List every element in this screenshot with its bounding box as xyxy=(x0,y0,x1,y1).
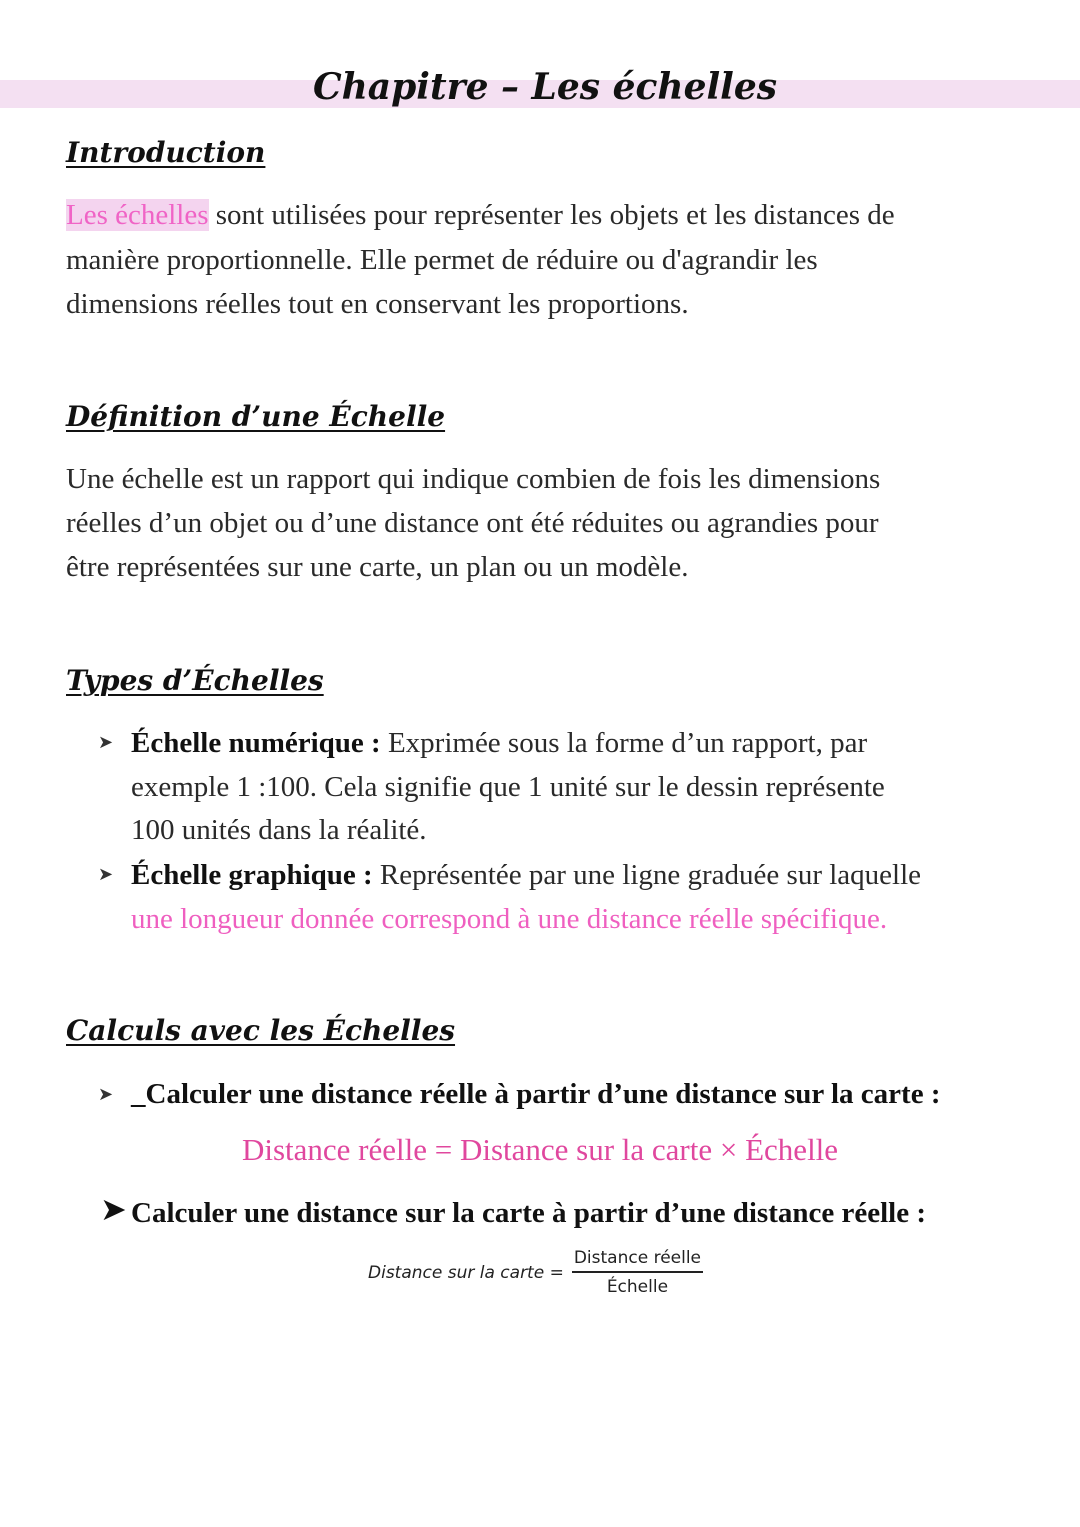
type-graphique-line-1 xyxy=(131,853,921,897)
arrow-bullet-icon: ➤ xyxy=(98,1084,114,1104)
type-text: Représentée par une ligne graduée sur laquelle xyxy=(372,859,922,891)
heading-definition: Définition d’une Échelle xyxy=(66,400,446,433)
intro-line-3: dimensions réelles tout en conservant les proportions. xyxy=(66,288,689,320)
highlight-term: Les échelles xyxy=(66,199,209,231)
intro-line-1 xyxy=(66,193,895,237)
type-text: Exprimée sous la forme d’un rapport, par xyxy=(380,727,868,759)
definition-line-2: réelles d’un objet ou d’une distance ont été réduites ou agrandies pour xyxy=(66,507,879,539)
intro-text: sont utilisées pour représenter les objets et les distances de xyxy=(208,199,895,231)
calcul-item-1: _Calculer une distance réelle à partir d’une distance sur la carte : xyxy=(131,1078,941,1110)
arrow-bullet-icon: ➤ xyxy=(98,732,114,752)
type-numerique-line-3: 100 unités dans la réalité. xyxy=(131,814,427,846)
arrow-bullet-icon: ➤ xyxy=(98,864,114,884)
definition-line-3: être représentées sur une carte, un plan ou un modèle. xyxy=(66,551,689,583)
term-numerique: Échelle numérique : xyxy=(131,727,381,759)
intro-line-2: manière proportionnelle. Elle permet de réduire ou d'agrandir les xyxy=(66,244,818,276)
heading-calculs: Calculs avec les Échelles xyxy=(66,1014,456,1047)
formula-distance-reelle: Distance réelle = Distance sur la carte × Échelle xyxy=(241,1132,839,1167)
calcul-item-2: Calculer une distance sur la carte à partir d’une distance réelle : xyxy=(131,1197,926,1229)
fraction xyxy=(572,1248,703,1297)
formula-distance-carte xyxy=(368,1248,703,1297)
type-numerique-line-2: exemple 1 :100. Cela signifie que 1 unité sur le dessin représente xyxy=(131,771,885,803)
type-numerique-line-1 xyxy=(131,721,867,765)
formula-lhs: Distance sur la carte = xyxy=(368,1262,564,1283)
heading-introduction: Introduction xyxy=(66,136,266,169)
page-title: Chapitre – Les échelles xyxy=(312,66,777,108)
heading-types: Types d’Échelles xyxy=(66,664,324,697)
term-graphique: Échelle graphique : xyxy=(131,859,373,891)
definition-line-1: Une échelle est un rapport qui indique combien de fois les dimensions xyxy=(66,463,881,495)
denominator: Échelle xyxy=(606,1277,669,1297)
numerator: Distance réelle xyxy=(572,1248,703,1273)
type-graphique-line-2: une longueur donnée correspond à une distance réelle spécifique. xyxy=(131,903,888,935)
arrow-bullet-icon: ➤ xyxy=(100,1191,127,1227)
